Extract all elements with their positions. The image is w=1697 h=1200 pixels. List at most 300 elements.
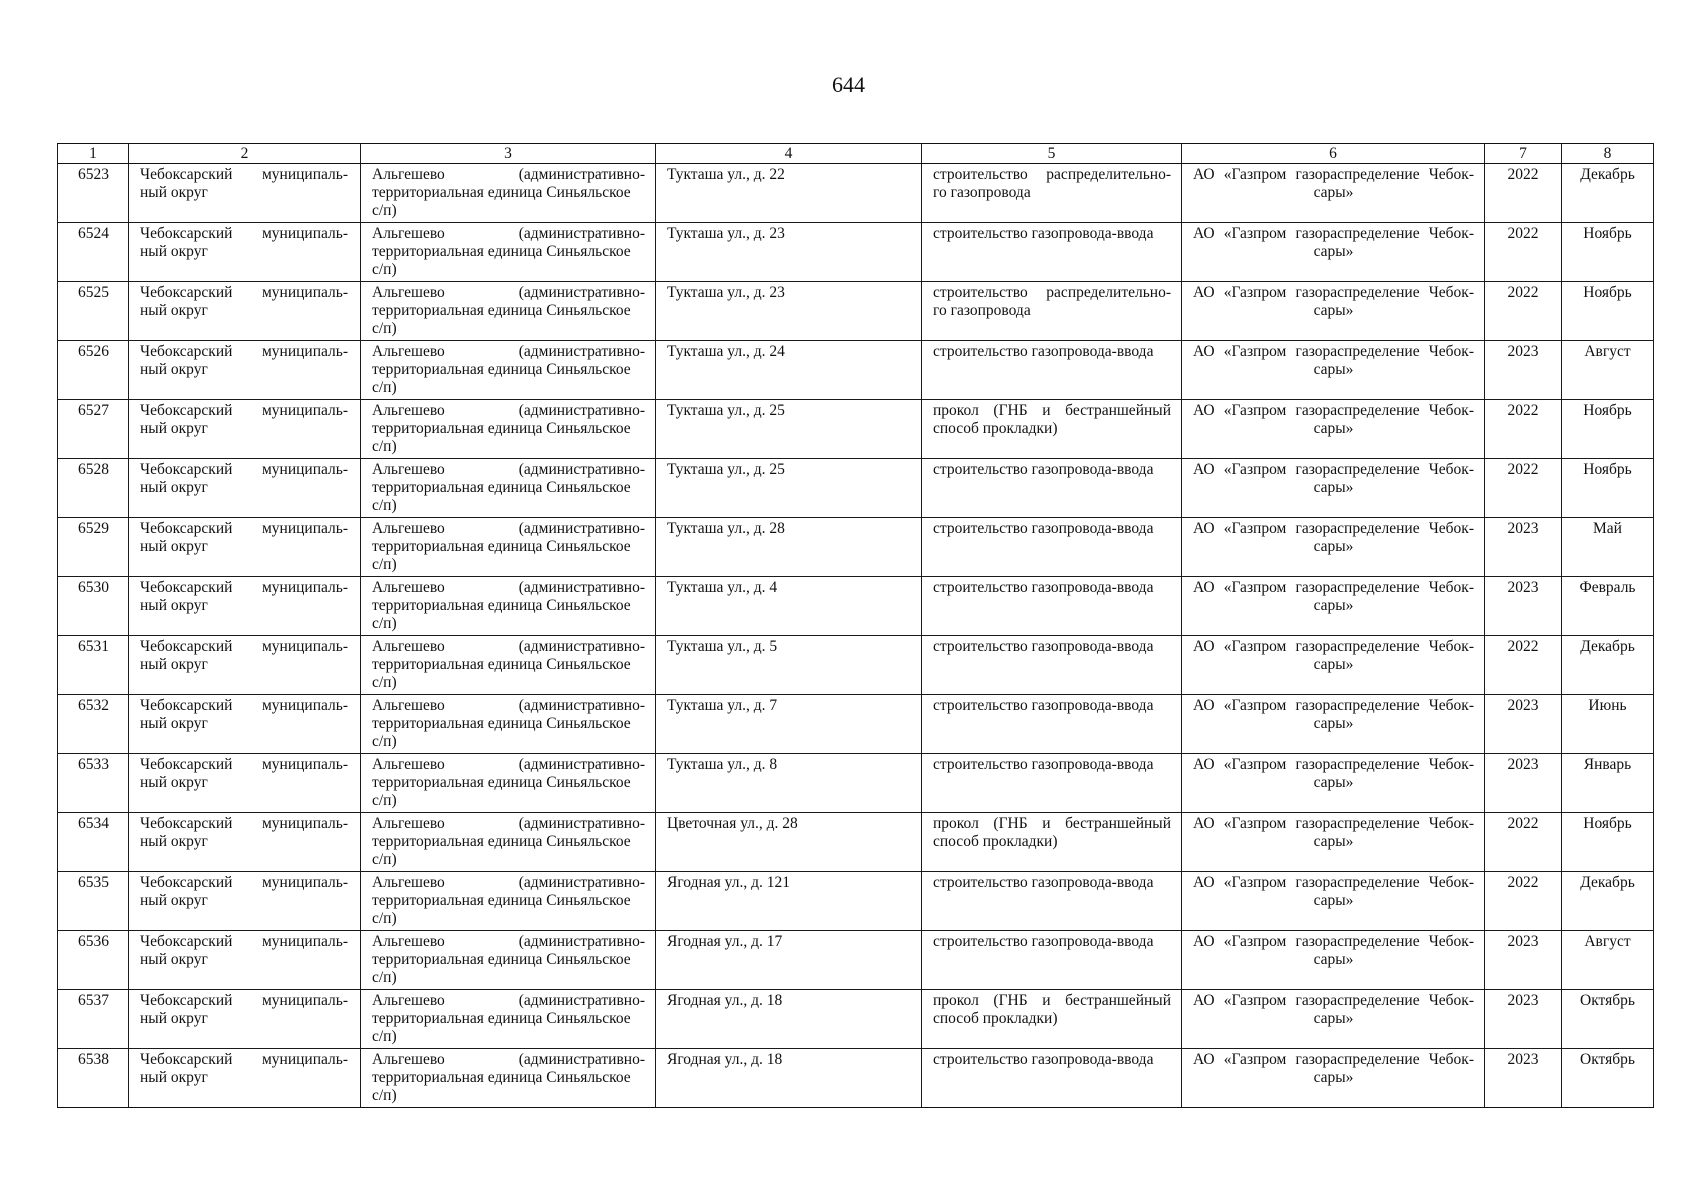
cell-month [1562, 813, 1654, 872]
cell-row-number [58, 636, 129, 695]
locality-line: с/п) [372, 261, 397, 278]
locality-line: с/п) [372, 733, 397, 750]
cell-district [129, 518, 361, 577]
cell-row-number [58, 400, 129, 459]
page-number: 644 [832, 72, 865, 97]
locality-line: территориальная единица Синьяльское [372, 774, 631, 791]
cell-district [129, 223, 361, 282]
row-number: 6524 [78, 225, 109, 242]
district-line: ный округ [140, 1010, 208, 1027]
cell-owner [1182, 695, 1485, 754]
work-type-line: строительство распределительно- [933, 284, 1171, 301]
locality-line: территориальная единица Синьяльское [372, 656, 631, 673]
locality-line: территориальная единица Синьяльское [372, 715, 631, 732]
work-type-line: строительство распределительно- [933, 166, 1171, 183]
cell-month [1562, 518, 1654, 577]
header-cell-8: 8 [1562, 144, 1654, 164]
cell-locality [361, 813, 656, 872]
locality-line: с/п) [372, 556, 397, 573]
cell-district [129, 282, 361, 341]
year: 2022 [1507, 815, 1539, 832]
cell-month [1562, 1049, 1654, 1108]
address: Тукташа ул., д. 7 [667, 697, 778, 714]
month: Июнь [1588, 697, 1627, 714]
district-line: ный округ [140, 892, 208, 909]
locality-line: территориальная единица Синьяльское [372, 361, 631, 378]
locality-line: Альгешево (административно- [372, 284, 645, 301]
cell-district [129, 341, 361, 400]
district-line: ный округ [140, 302, 208, 319]
locality-line: территориальная единица Синьяльское [372, 833, 631, 850]
cell-month [1562, 223, 1654, 282]
work-type-line: строительство газопровода-ввода [933, 638, 1154, 655]
cell-year [1485, 931, 1562, 990]
locality-line: Альгешево (административно- [372, 402, 645, 419]
owner-line: сары» [1313, 951, 1354, 968]
cell-owner [1182, 990, 1485, 1049]
locality-line: Альгешево (административно- [372, 992, 645, 1009]
locality-line: территориальная единица Синьяльское [372, 892, 631, 909]
row-number: 6536 [78, 933, 109, 950]
work-type-line: прокол (ГНБ и бестраншейный [933, 992, 1171, 1009]
month: Ноябрь [1583, 402, 1632, 419]
month: Декабрь [1580, 638, 1635, 655]
table-row [58, 754, 1654, 813]
address: Тукташа ул., д. 4 [667, 579, 778, 596]
month: Январь [1583, 756, 1632, 773]
cell-locality [361, 872, 656, 931]
cell-year [1485, 990, 1562, 1049]
work-type-line: способ прокладки) [933, 1010, 1058, 1027]
year: 2022 [1507, 638, 1539, 655]
locality-line: территориальная единица Синьяльское [372, 951, 631, 968]
locality-line: с/п) [372, 969, 397, 986]
owner-line: АО «Газпром газораспределение Чебок- [1193, 166, 1474, 183]
owner-line: сары» [1313, 538, 1354, 555]
locality-line: с/п) [372, 497, 397, 514]
cell-month [1562, 872, 1654, 931]
cell-month [1562, 931, 1654, 990]
cell-address [656, 636, 922, 695]
district-line: ный округ [140, 951, 208, 968]
work-type-line: го газопровода [933, 302, 1031, 319]
owner-line: АО «Газпром газораспределение Чебок- [1193, 815, 1474, 832]
row-number: 6533 [78, 756, 109, 773]
cell-address [656, 872, 922, 931]
locality-line: Альгешево (административно- [372, 815, 645, 832]
year: 2022 [1507, 874, 1539, 891]
district-line: ный округ [140, 243, 208, 260]
cell-month [1562, 754, 1654, 813]
cell-locality [361, 990, 656, 1049]
header-cell-6: 6 [1182, 144, 1485, 164]
cell-owner [1182, 577, 1485, 636]
cell-address [656, 813, 922, 872]
cell-work-type [922, 931, 1182, 990]
cell-locality [361, 754, 656, 813]
cell-work-type [922, 518, 1182, 577]
header-cell-3: 3 [361, 144, 656, 164]
cell-address [656, 931, 922, 990]
cell-owner [1182, 931, 1485, 990]
cell-address [656, 164, 922, 223]
district-line: Чебоксарский муниципаль- [140, 284, 348, 301]
cell-locality [361, 931, 656, 990]
row-number: 6532 [78, 697, 109, 714]
cell-owner [1182, 459, 1485, 518]
table-row [58, 282, 1654, 341]
row-number: 6526 [78, 343, 109, 360]
district-line: ный округ [140, 597, 208, 614]
row-number: 6528 [78, 461, 109, 478]
cell-locality [361, 577, 656, 636]
owner-line: АО «Газпром газораспределение Чебок- [1193, 697, 1474, 714]
locality-line: Альгешево (административно- [372, 520, 645, 537]
district-line: Чебоксарский муниципаль- [140, 166, 348, 183]
year: 2023 [1507, 1051, 1539, 1068]
cell-locality [361, 164, 656, 223]
cell-district [129, 164, 361, 223]
address: Ягодная ул., д. 18 [667, 1051, 783, 1068]
month: Октябрь [1580, 992, 1635, 1009]
cell-address [656, 754, 922, 813]
address: Ягодная ул., д. 18 [667, 992, 783, 1009]
address: Тукташа ул., д. 25 [667, 402, 785, 419]
district-line: Чебоксарский муниципаль- [140, 756, 348, 773]
cell-row-number [58, 872, 129, 931]
cell-month [1562, 341, 1654, 400]
table-row [58, 636, 1654, 695]
owner-line: сары» [1313, 833, 1354, 850]
locality-line: с/п) [372, 1087, 397, 1104]
table-row [58, 577, 1654, 636]
locality-line: Альгешево (административно- [372, 343, 645, 360]
locality-line: Альгешево (административно- [372, 579, 645, 596]
cell-row-number [58, 164, 129, 223]
cell-district [129, 400, 361, 459]
cell-year [1485, 400, 1562, 459]
work-type-line: способ прокладки) [933, 420, 1058, 437]
cell-locality [361, 223, 656, 282]
table-row [58, 813, 1654, 872]
cell-locality [361, 695, 656, 754]
cell-district [129, 695, 361, 754]
cell-year [1485, 282, 1562, 341]
cell-work-type [922, 400, 1182, 459]
owner-line: сары» [1313, 243, 1354, 260]
cell-owner [1182, 164, 1485, 223]
district-line: ный округ [140, 833, 208, 850]
cell-owner [1182, 518, 1485, 577]
owner-line: сары» [1313, 774, 1354, 791]
work-type-line: строительство газопровода-ввода [933, 1051, 1154, 1068]
district-line: ный округ [140, 361, 208, 378]
locality-line: Альгешево (административно- [372, 874, 645, 891]
owner-line: сары» [1313, 184, 1354, 201]
cell-district [129, 990, 361, 1049]
district-line: ный округ [140, 1069, 208, 1086]
address: Цветочная ул., д. 28 [667, 815, 798, 832]
year: 2023 [1507, 520, 1539, 537]
cell-year [1485, 872, 1562, 931]
cell-row-number [58, 223, 129, 282]
locality-line: с/п) [372, 1028, 397, 1045]
cell-address [656, 341, 922, 400]
year: 2023 [1507, 697, 1539, 714]
month: Декабрь [1580, 166, 1635, 183]
owner-line: АО «Газпром газораспределение Чебок- [1193, 638, 1474, 655]
cell-work-type [922, 164, 1182, 223]
district-line: ный округ [140, 774, 208, 791]
owner-line: АО «Газпром газораспределение Чебок- [1193, 579, 1474, 596]
owner-line: сары» [1313, 302, 1354, 319]
locality-line: территориальная единица Синьяльское [372, 184, 631, 201]
locality-line: территориальная единица Синьяльское [372, 420, 631, 437]
row-number: 6527 [78, 402, 109, 419]
month: Февраль [1579, 579, 1636, 596]
cell-month [1562, 282, 1654, 341]
cell-address [656, 518, 922, 577]
work-type-line: строительство газопровода-ввода [933, 520, 1154, 537]
gasification-schedule-table [57, 143, 1654, 1108]
work-type-line: строительство газопровода-ввода [933, 756, 1154, 773]
cell-work-type [922, 990, 1182, 1049]
cell-work-type [922, 636, 1182, 695]
cell-owner [1182, 223, 1485, 282]
header-cell-4: 4 [656, 144, 922, 164]
cell-work-type [922, 223, 1182, 282]
cell-month [1562, 459, 1654, 518]
month: Декабрь [1580, 874, 1635, 891]
table-row [58, 1049, 1654, 1108]
cell-locality [361, 459, 656, 518]
locality-line: с/п) [372, 674, 397, 691]
month: Ноябрь [1583, 284, 1632, 301]
locality-line: территориальная единица Синьяльское [372, 302, 631, 319]
cell-locality [361, 518, 656, 577]
month: Октябрь [1580, 1051, 1635, 1068]
cell-locality [361, 400, 656, 459]
cell-month [1562, 164, 1654, 223]
district-line: ный округ [140, 538, 208, 555]
district-line: Чебоксарский муниципаль- [140, 874, 348, 891]
owner-line: сары» [1313, 1010, 1354, 1027]
address: Ягодная ул., д. 121 [667, 874, 790, 891]
locality-line: с/п) [372, 320, 397, 337]
address: Тукташа ул., д. 23 [667, 284, 785, 301]
district-line: Чебоксарский муниципаль- [140, 697, 348, 714]
cell-address [656, 400, 922, 459]
cell-work-type [922, 813, 1182, 872]
cell-year [1485, 518, 1562, 577]
owner-line: АО «Газпром газораспределение Чебок- [1193, 933, 1474, 950]
year: 2022 [1507, 166, 1539, 183]
table-row [58, 872, 1654, 931]
locality-line: Альгешево (административно- [372, 166, 645, 183]
row-number: 6538 [78, 1051, 109, 1068]
district-line: Чебоксарский муниципаль- [140, 461, 348, 478]
month: Ноябрь [1583, 225, 1632, 242]
owner-line: сары» [1313, 361, 1354, 378]
cell-month [1562, 990, 1654, 1049]
address: Тукташа ул., д. 23 [667, 225, 785, 242]
year: 2022 [1507, 284, 1539, 301]
year: 2023 [1507, 756, 1539, 773]
month: Ноябрь [1583, 815, 1632, 832]
locality-line: с/п) [372, 202, 397, 219]
header-cell-1: 1 [58, 144, 129, 164]
cell-owner [1182, 754, 1485, 813]
row-number: 6534 [78, 815, 109, 832]
cell-row-number [58, 813, 129, 872]
cell-row-number [58, 459, 129, 518]
locality-line: с/п) [372, 910, 397, 927]
cell-year [1485, 813, 1562, 872]
locality-line: с/п) [372, 615, 397, 632]
locality-line: территориальная единица Синьяльское [372, 538, 631, 555]
address: Тукташа ул., д. 5 [667, 638, 778, 655]
cell-address [656, 1049, 922, 1108]
address: Тукташа ул., д. 24 [667, 343, 785, 360]
cell-year [1485, 341, 1562, 400]
cell-owner [1182, 636, 1485, 695]
locality-line: Альгешево (административно- [372, 697, 645, 714]
cell-row-number [58, 990, 129, 1049]
cell-address [656, 577, 922, 636]
cell-row-number [58, 1049, 129, 1108]
row-number: 6535 [78, 874, 109, 891]
cell-address [656, 282, 922, 341]
district-line: ный округ [140, 420, 208, 437]
cell-district [129, 577, 361, 636]
cell-work-type [922, 459, 1182, 518]
address: Тукташа ул., д. 28 [667, 520, 785, 537]
locality-line: Альгешево (административно- [372, 933, 645, 950]
locality-line: Альгешево (административно- [372, 1051, 645, 1068]
cell-district [129, 1049, 361, 1108]
table-row [58, 990, 1654, 1049]
district-line: Чебоксарский муниципаль- [140, 343, 348, 360]
address: Тукташа ул., д. 25 [667, 461, 785, 478]
owner-line: сары» [1313, 1069, 1354, 1086]
cell-row-number [58, 931, 129, 990]
cell-row-number [58, 282, 129, 341]
header-cell-7: 7 [1485, 144, 1562, 164]
district-line: Чебоксарский муниципаль- [140, 933, 348, 950]
cell-year [1485, 223, 1562, 282]
cell-work-type [922, 872, 1182, 931]
district-line: Чебоксарский муниципаль- [140, 1051, 348, 1068]
district-line: Чебоксарский муниципаль- [140, 402, 348, 419]
cell-year [1485, 695, 1562, 754]
owner-line: АО «Газпром газораспределение Чебок- [1193, 284, 1474, 301]
owner-line: сары» [1313, 597, 1354, 614]
cell-month [1562, 695, 1654, 754]
work-type-line: прокол (ГНБ и бестраншейный [933, 815, 1171, 832]
cell-district [129, 459, 361, 518]
cell-year [1485, 754, 1562, 813]
cell-locality [361, 636, 656, 695]
row-number: 6530 [78, 579, 109, 596]
work-type-line: строительство газопровода-ввода [933, 579, 1154, 596]
work-type-line: строительство газопровода-ввода [933, 343, 1154, 360]
owner-line: АО «Газпром газораспределение Чебок- [1193, 756, 1474, 773]
locality-line: территориальная единица Синьяльское [372, 597, 631, 614]
year: 2022 [1507, 461, 1539, 478]
work-type-line: го газопровода [933, 184, 1031, 201]
cell-work-type [922, 1049, 1182, 1108]
cell-work-type [922, 754, 1182, 813]
table-row [58, 400, 1654, 459]
locality-line: с/п) [372, 438, 397, 455]
cell-district [129, 754, 361, 813]
work-type-line: строительство газопровода-ввода [933, 697, 1154, 714]
cell-work-type [922, 577, 1182, 636]
work-type-line: прокол (ГНБ и бестраншейный [933, 402, 1171, 419]
cell-work-type [922, 282, 1182, 341]
cell-address [656, 459, 922, 518]
locality-line: Альгешево (административно- [372, 461, 645, 478]
cell-district [129, 636, 361, 695]
year: 2022 [1507, 225, 1539, 242]
cell-work-type [922, 695, 1182, 754]
year: 2023 [1507, 933, 1539, 950]
locality-line: территориальная единица Синьяльское [372, 243, 631, 260]
district-line: Чебоксарский муниципаль- [140, 520, 348, 537]
district-line: Чебоксарский муниципаль- [140, 815, 348, 832]
owner-line: сары» [1313, 715, 1354, 732]
cell-row-number [58, 341, 129, 400]
cell-owner [1182, 872, 1485, 931]
row-number: 6523 [78, 166, 109, 183]
cell-owner [1182, 813, 1485, 872]
address: Тукташа ул., д. 22 [667, 166, 785, 183]
cell-year [1485, 636, 1562, 695]
locality-line: Альгешево (административно- [372, 756, 645, 773]
work-type-line: способ прокладки) [933, 833, 1058, 850]
cell-owner [1182, 282, 1485, 341]
owner-line: сары» [1313, 420, 1354, 437]
cell-address [656, 695, 922, 754]
owner-line: АО «Газпром газораспределение Чебок- [1193, 1051, 1474, 1068]
owner-line: АО «Газпром газораспределение Чебок- [1193, 874, 1474, 891]
table-row [58, 341, 1654, 400]
month: Май [1593, 520, 1622, 537]
owner-line: сары» [1313, 479, 1354, 496]
cell-district [129, 931, 361, 990]
locality-line: с/п) [372, 792, 397, 809]
row-number: 6525 [78, 284, 109, 301]
locality-line: Альгешево (административно- [372, 225, 645, 242]
owner-line: АО «Газпром газораспределение Чебок- [1193, 343, 1474, 360]
table-row [58, 931, 1654, 990]
table-row [58, 459, 1654, 518]
district-line: ный округ [140, 479, 208, 496]
owner-line: сары» [1313, 656, 1354, 673]
cell-row-number [58, 695, 129, 754]
owner-line: АО «Газпром газораспределение Чебок- [1193, 520, 1474, 537]
table-row [58, 518, 1654, 577]
cell-year [1485, 577, 1562, 636]
locality-line: территориальная единица Синьяльское [372, 1010, 631, 1027]
cell-district [129, 872, 361, 931]
cell-year [1485, 459, 1562, 518]
locality-line: с/п) [372, 851, 397, 868]
work-type-line: строительство газопровода-ввода [933, 933, 1154, 950]
cell-locality [361, 1049, 656, 1108]
row-number: 6529 [78, 520, 109, 537]
district-line: ный округ [140, 184, 208, 201]
